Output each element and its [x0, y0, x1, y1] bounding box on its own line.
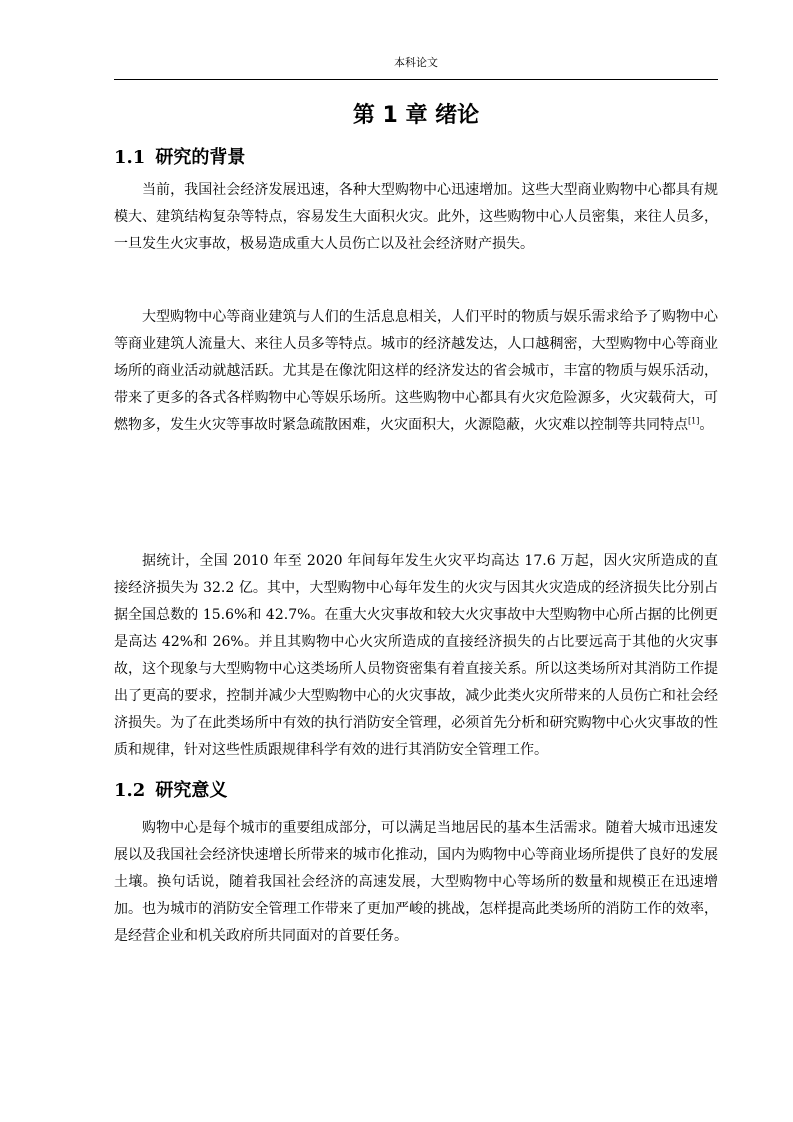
- body-paragraph: [114, 304, 718, 439]
- section-title: 研究意义: [155, 780, 228, 801]
- section-number: 1.1: [114, 147, 146, 168]
- section-title: 研究的背景: [155, 147, 246, 168]
- section-heading-1-1: [114, 145, 718, 171]
- section-heading-1-2: [114, 778, 718, 804]
- body-paragraph: 据统计，全国 2010 年至 2020 年间每年发生火灾平均高达 17.6 万起，因火灾所造成的直接经济损失为 32.2 亿。其中，大型购物中心每年发生的火灾与因其火灾造成的经济损失比分别占据全国总数的 15.6%和 42.7%。在重大火灾事故和较大火灾事故中大型购物中心所占据的比例更是高达 42%和 26%。并且其购物中心火灾所造成的直接经济损失的占比要远高于其他的火灾事故，这个现象与大型购物中心这类场所人员物资密集有着直接关系。所以这类场所对其消防工作提出了更高的要求，控制并减少大型购物中心的火灾事故，减少此类火灾所带来的人员伤亡和社会经济损失。为了在此类场所中有效的执行消防安全管理，必须首先分析和研究购物中心火灾事故的性质和规律，针对这些性质跟规律科学有效的进行其消防安全管理工作。: [114, 553, 718, 758]
- body-paragraph: 当前，我国社会经济发展迅速，各种大型购物中心迅速增加。这些大型商业购物中心都具有规模大、建筑结构复杂等特点，容易发生大面积火灾。此外，这些购物中心人员密集，来往人员多，一旦发生火灾事故，极易造成重大人员伤亡以及社会经济财产损失。: [114, 182, 718, 252]
- body-paragraph: 购物中心是每个城市的重要组成部分，可以满足当地居民的基本生活需求。随着大城市迅速发展以及我国社会经济快速增长所带来的城市化推动，国内为购物中心等商业场所提供了良好的发展土壤。换句话说，随着我国社会经济的高速发展，大型购物中心等场所的数量和规模正在迅速增加。也为城市的消防安全管理工作带来了更加严峻的挑战，怎样提高此类场所的消防工作的效率，是经营企业和机关政府所共同面对的首要任务。: [114, 820, 718, 944]
- header-rule: [114, 79, 718, 80]
- paragraph-text: 大型购物中心等商业建筑与人们的生活息息相关，人们平时的物质与娱乐需求给予了购物中心等商业建筑人流量大、来往人员多等特点。城市的经济越发达，人口越稠密，大型购物中心等商业场所的商业活动就越活跃。尤其是在像沈阳这样的经济发达的省会城市，丰富的物质与娱乐活动，带来了更多的各式各样购物中心等娱乐场所。这些购物中心都具有火灾危险源多，火灾载荷大，可燃物多，发生火灾等事故时紧急疏散困难，火灾面积大，火源隐蔽，火灾难以控制等共同特点: [114, 309, 718, 433]
- chapter-title: 第 1 章 绪论: [352, 103, 480, 128]
- section-number: 1.2: [114, 780, 146, 801]
- paragraph-tail: 。: [699, 417, 714, 433]
- citation-ref: [1]: [688, 416, 700, 426]
- running-header: 本科论文: [394, 56, 438, 69]
